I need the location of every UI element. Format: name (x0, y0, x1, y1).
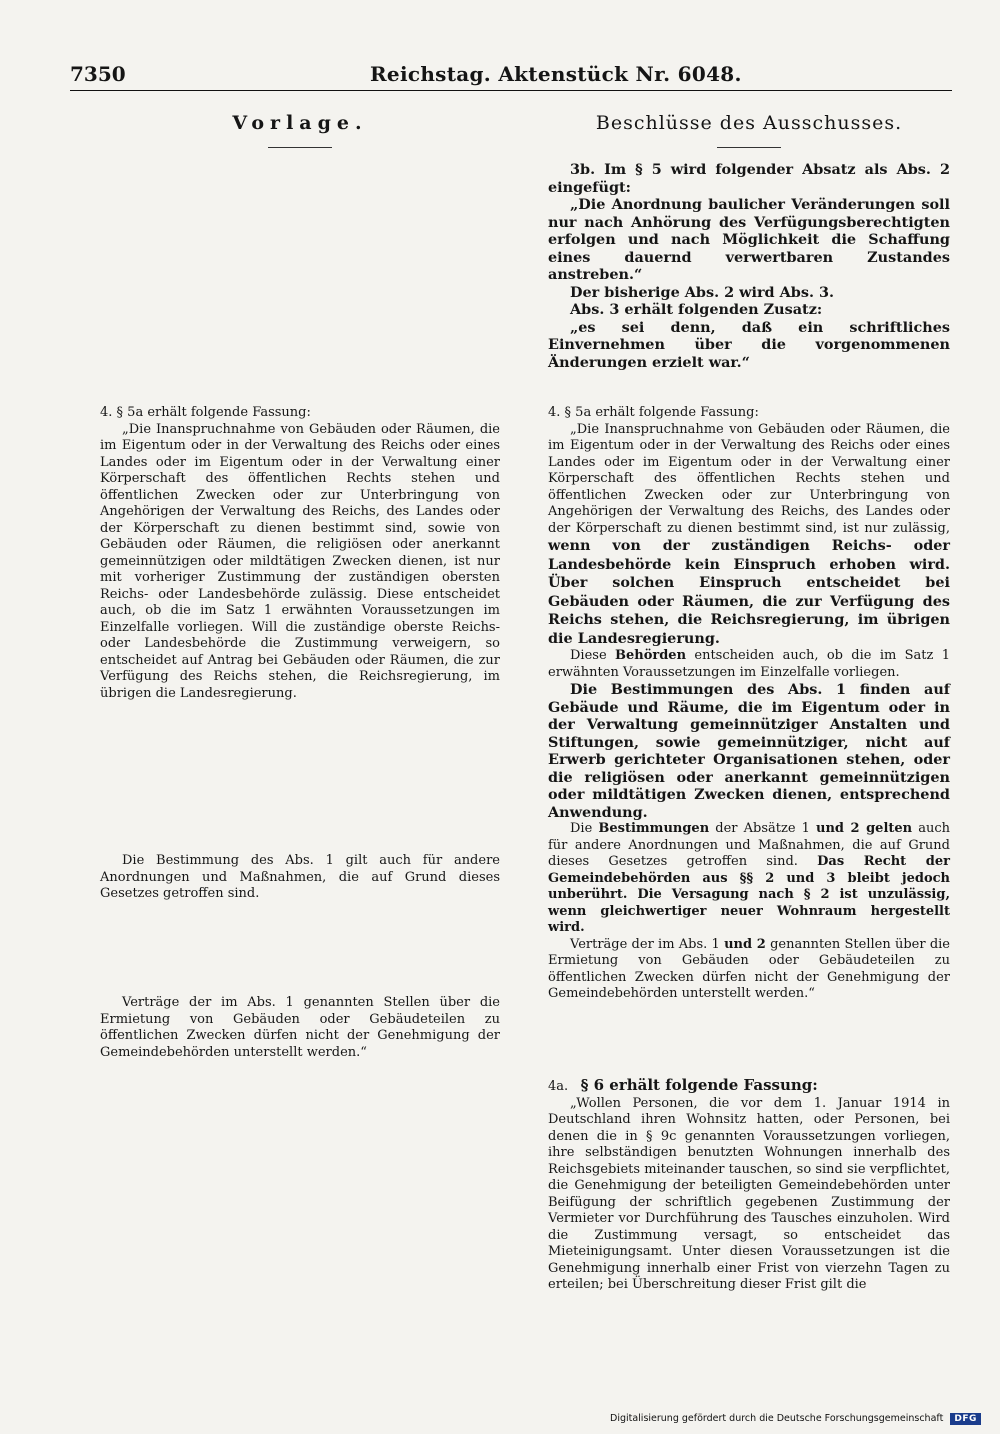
heading-rule (268, 147, 332, 148)
right-column (548, 108, 951, 1292)
right-para4-text-c (548, 648, 950, 681)
left-para4-heading: 4. § 5a erhält folgende Fassung: (100, 405, 311, 420)
right-column-heading: Beschlüsse des Ausschusses. (595, 112, 903, 134)
footer-credit (610, 1413, 981, 1425)
para3b-abs3: Abs. 3 erhält folgenden Zusatz: (570, 301, 823, 318)
left-para4-text: „Die Inanspruchnahme von Gebäuden oder Räumen, die im Eigentum oder in der Verwaltung des Reichs oder eines Landes oder im Eigentum oder in der Verwaltung einer Körperschaft des öffentlichen Rechts stehen und öffentlichen Zwecken oder zur Unterbringung von Angehörigen der Verwaltung des Reichs, des Landes oder der Körperschaft zu dienen bestimmt sind, sowie von Gebäuden oder Räumen, die religiösen oder anerkannt gemeinnützigen oder mildtätigen Zwecken dienen, ist nur mit vorheriger Zustimmung der zuständigen obersten Reichs- oder Landesbehörde zulässig. Diese entscheidet auch, ob die im Satz 1 erwähnten Voraussetzungen im Einzelfalle vorliegen. Will die zuständige oberste Reichs- oder Landesbehörde die Zustimmung verweigern, so entscheidet auf Antrag bei Gebäuden oder Räumen, die zur Verfügung des Reichs stehen, die Reichsregierung, im übrigen die Landesregierung. (100, 421, 500, 701)
footer-text: Digitalisierung gefördert durch die Deutsche Forschungsgemeinschaft (610, 1413, 944, 1424)
dfg-logo: DFG (950, 1413, 981, 1425)
para4a-label: 4a. (548, 1079, 569, 1094)
right-vertraege (548, 937, 950, 1003)
right-bestimmungen-bold: Die Bestimmungen des Abs. 1 finden auf Gebäude und Räume, die im Eigentum oder in der Verwaltung gemeinnütziger Anstalten und Stiftungen, sowie gemeinnütziger, nicht auf Erwerb gerichteter Organisationen stehen, oder die religiösen oder anerkannt gemeinnützigen oder mildtätigen Zwecken dienen, entsprechend Anwendung. (548, 681, 950, 821)
left-para-bestimmung (100, 853, 500, 903)
para3b-intro: 3b. Im § 5 wird folgender Absatz als Abs. 2 eingefügt: (548, 161, 950, 196)
left-para-vertraege (100, 995, 500, 1061)
abs12-b: Bestimmungen (598, 821, 710, 836)
para3b-quote: „Die Anordnung baulicher Veränderungen soll nur nach Anhörung des Verfügungsberechtigten erfolgen und nach Möglichkeit die Schaffung eines dauernd verwertbaren Zustandes anstreben.“ (548, 196, 950, 283)
page-header (70, 60, 952, 91)
text-c1: Diese (570, 648, 607, 663)
vertraege-b: und 2 (724, 936, 766, 952)
para3b-zusatz: „es sei denn, daß ein schriftliches Einvernehmen über die vorgenommenen Änderungen erzielt war.“ (548, 318, 950, 371)
text-c2: Behörden (614, 648, 687, 663)
para3b-abs2: Der bisherige Abs. 2 wird Abs. 3. (570, 283, 835, 301)
right-para4-text (548, 422, 950, 649)
abs12-f: Das Recht der Gemeindebehörden aus §§ 2 und 3 bleibt jedoch unberührt. Die Versagung nach § 2 ist unzulässig, wenn gleichwertiger neuer Wohnraum hergestellt wird. (548, 854, 950, 935)
abs12-a: Die (570, 821, 593, 836)
left-para4 (100, 405, 500, 702)
vertraege-a: Verträge der im Abs. 1 (570, 936, 720, 952)
abs12-e: auch für andere Anordnungen und Maßnahmen, die auf Grund dieses Gesetzes getroffen sind. (548, 821, 951, 869)
heading-rule (717, 147, 781, 148)
para4a-heading-line (548, 1077, 950, 1096)
right-para4-heading: 4. § 5a erhält folgende Fassung: (548, 405, 759, 420)
para4a-text: „Wollen Personen, die vor dem 1. Januar 1914 in Deutschland ihren Wohnsitz hatten, oder Personen, bei denen die in § 9c genannten Voraussetzungen vorliegen, ihre selbständigen benutzten Wohnungen innerhalb des Reichsgebiets miteinander tauschen, so sind sie verpflichtet, die Genehmigung der beteiligten Gemeindebehörden unter Beifügung der schriftlich gegebenen Zustimmung der Vermieter vor Durchführung des Tausches einzuholen. Wird die Zustimmung versagt, so entscheidet das Mieteinigungsamt. Unter diesen Voraussetzungen ist die Genehmigung innerhalb einer Frist von vierzehn Tagen zu erteilen; bei Überschreitung dieser Frist gilt die (548, 1095, 950, 1292)
left-column (100, 108, 500, 1060)
right-para4 (548, 405, 950, 1003)
left-vertraege-text: Verträge der im Abs. 1 genannten Stellen über die Ermietung von Gebäuden oder Gebäudeteilen zu öffentlichen Zwecken dürfen nicht der Genehmigung der Gemeindebehörden unterstellt werden.“ (100, 995, 500, 1060)
text-c3: entscheiden auch, ob die im Satz 1 erwähnten Voraussetzungen im Einzelfalle vorliegen. (548, 648, 950, 680)
header-title: Reichstag. Aktenstück Nr. 6048. (370, 62, 742, 86)
abs12-c: der Absätze 1 (715, 821, 810, 836)
abs12-d: und 2 gelten (816, 821, 913, 836)
right-para4-text-b: wenn von der zuständigen Reichs- oder Landesbehörde kein Einspruch erhoben wird. Über solchen Einspruch entscheidet bei Gebäuden oder Räumen, die zur Verfügung des Reichs stehen, die Reichsregierung, im übrigen die Landesregierung. (548, 537, 950, 647)
left-column-heading: Vorlage. (232, 112, 368, 134)
right-para4a (548, 1077, 950, 1294)
vertraege-c: genannten Stellen über die Ermietung von Gebäuden oder Gebäudeteilen zu öffentlichen Zwecken dürfen nicht der Genehmigung der Gemeindebehörden unterstellt werden.“ (548, 936, 950, 1001)
right-para4-text-a: „Die Inanspruchnahme von Gebäuden oder Räumen, die im Eigentum oder in der Verwaltung des Reichs oder eines Landes oder im Eigentum oder in der Verwaltung einer Körperschaft des öffentlichen Rechts stehen und öffentlichen Zwecken oder zur Unterbringung von Angehörigen der Verwaltung des Reichs, des Landes oder der Körperschaft zu dienen bestimmt sind, ist nur zulässig, (548, 421, 950, 536)
right-para3b (548, 161, 950, 371)
left-bestimmung-text: Die Bestimmung des Abs. 1 gilt auch für andere Anordnungen und Maßnahmen, die auf Grund dieses Gesetzes getroffen sind. (100, 853, 500, 901)
page-number: 7350 (70, 62, 126, 86)
right-abs12 (548, 821, 950, 937)
para4a-heading: § 6 erhält folgende Fassung: (580, 1076, 818, 1094)
